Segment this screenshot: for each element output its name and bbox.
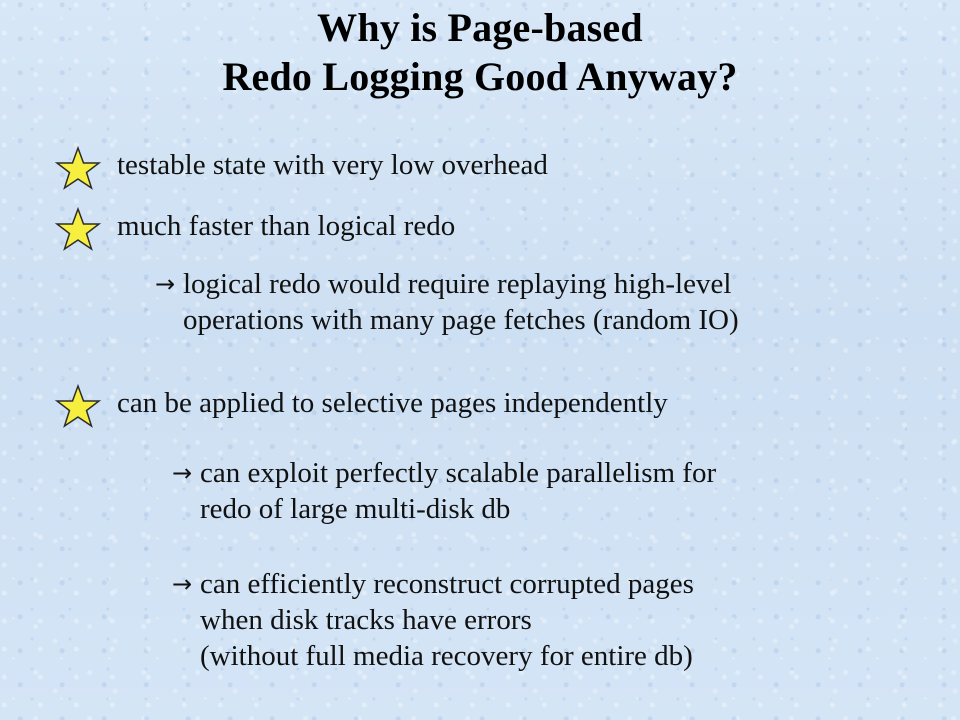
right-arrow-icon: →: [155, 270, 176, 298]
subpoint-line: [172, 455, 716, 491]
subpoint-corrupted-pages: [172, 566, 694, 674]
bullet-text: can be applied to selective pages independently: [117, 387, 668, 419]
subpoint-text: can efficiently reconstruct corrupted pages: [200, 568, 694, 600]
right-arrow-icon: →: [172, 459, 193, 487]
subpoint-line: when disk tracks have errors: [200, 604, 532, 636]
subpoint-line: [172, 566, 694, 602]
subpoint-text: logical redo would require replaying high-level: [183, 268, 732, 300]
bullet-testable-state: [0, 145, 960, 195]
right-arrow-icon: →: [172, 570, 193, 598]
bullet-text: testable state with very low overhead: [117, 149, 548, 181]
star-icon: [54, 145, 102, 193]
subpoint-text: can exploit perfectly scalable parallelism for: [200, 457, 717, 489]
bullet-selective-pages: [0, 383, 960, 433]
subpoint-line: redo of large multi-disk db: [200, 493, 511, 525]
star-icon: [54, 383, 102, 431]
slide-title-line-1: Why is Page-based: [317, 5, 643, 50]
subpoint-parallelism: [172, 455, 716, 527]
slide-title-line-2: Redo Logging Good Anyway?: [222, 54, 738, 99]
subpoint-line: [155, 266, 739, 302]
subpoint-line: (without full media recovery for entire db): [200, 640, 693, 672]
bullet-text: much faster than logical redo: [117, 210, 456, 242]
subpoint-logical-redo: [155, 266, 739, 338]
star-icon: [54, 206, 102, 254]
bullet-faster-than-logical-redo: [0, 206, 960, 256]
subpoint-line: operations with many page fetches (random IO): [183, 304, 739, 336]
